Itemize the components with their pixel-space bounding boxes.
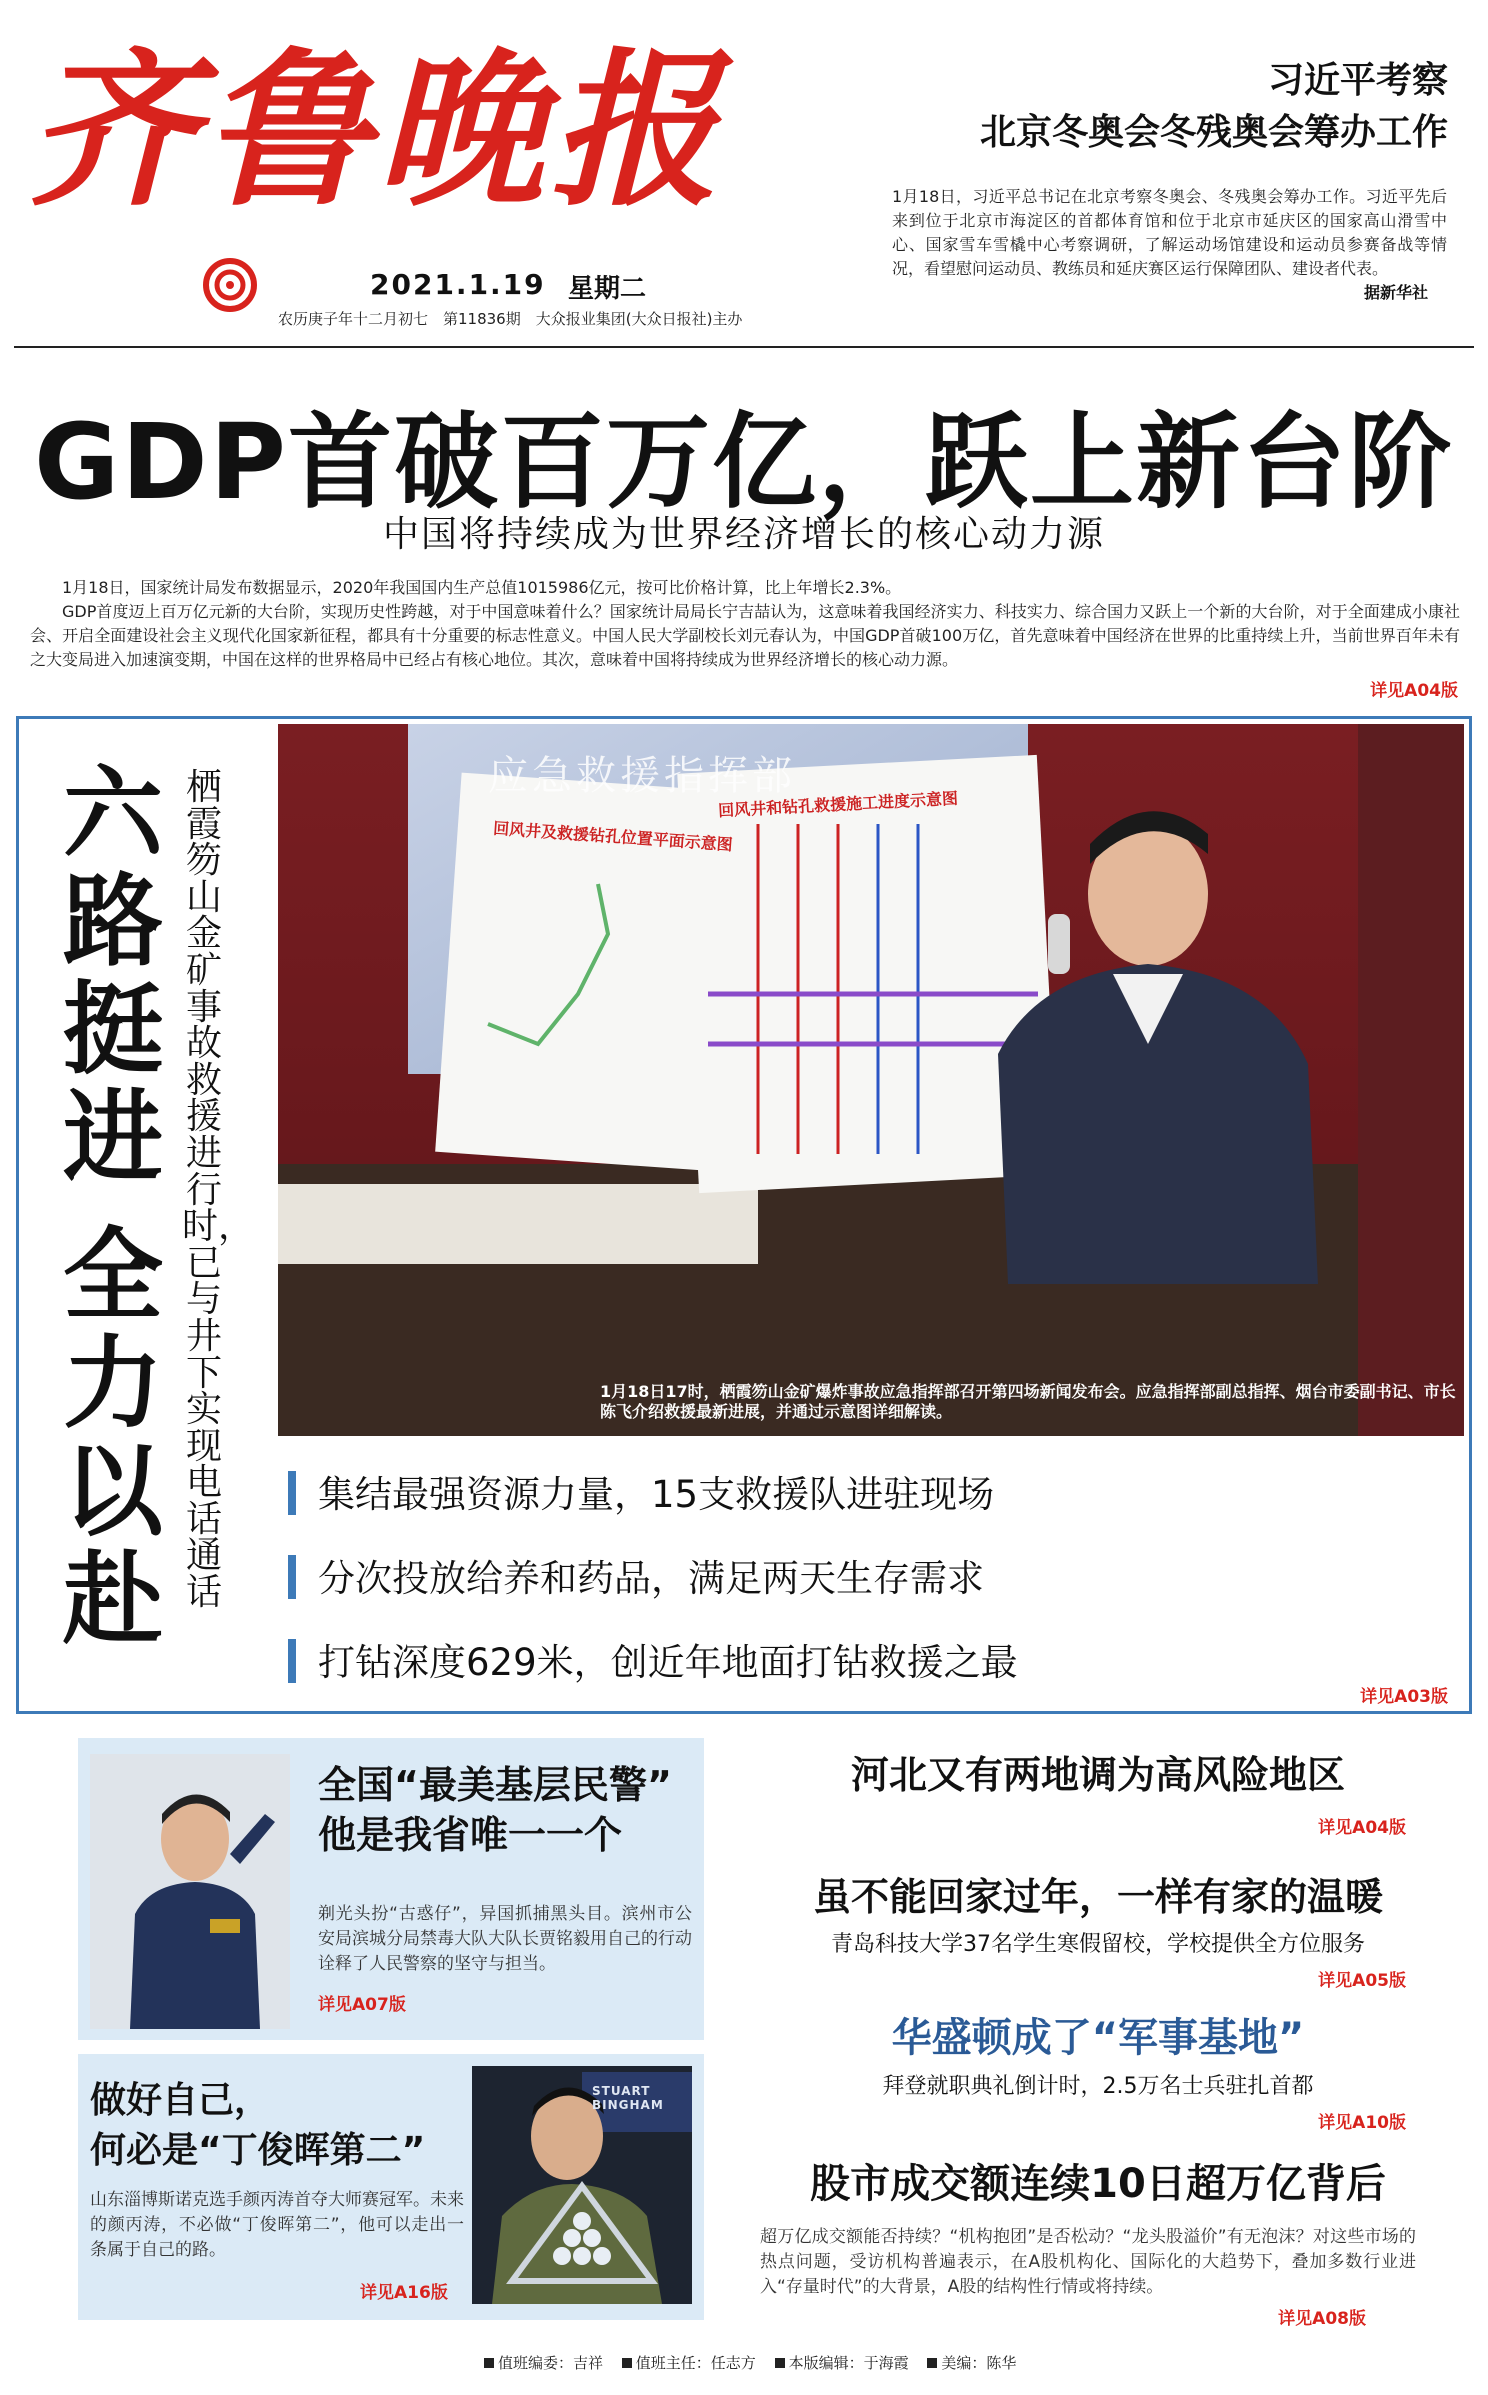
story-washington-title: 华盛顿成了“军事基地”	[891, 2015, 1305, 2061]
story-qingdao-title: 虽不能回家过年，一样有家的温暖	[812, 1875, 1383, 1919]
issue-weekday: 星期二	[568, 274, 647, 304]
photo-caption: 1月18日17时，栖霞笏山金矿爆炸事故应急指挥部召开第四场新闻发布会。应急指挥部副总指挥、烟台市委副书记、市长陈飞介绍救援最新进展，并通过示意图详细解读。	[600, 1382, 1456, 1421]
snooker-title-line-2: 何必是“丁俊晖第二”	[90, 2130, 426, 2171]
rescue-subheadline: 栖霞笏山金矿事故救援进行时，已与井下实现电话通话	[182, 767, 255, 1614]
rescue-page-ref[interactable]: 详见A03版	[1360, 1687, 1448, 1707]
logo-emblem-icon	[192, 255, 272, 315]
snooker-title-line-1: 做好自己，	[90, 2080, 271, 2121]
board-right-title: 回风井和钻孔救援施工进度示意图	[717, 788, 959, 821]
snooker-title	[90, 2076, 470, 2176]
rescue-bullet-text: 打钻深度629米，创近年地面打钻救援之最	[318, 1641, 1018, 1684]
snooker-body: 山东淄博斯诺克选手颜丙涛首夺大师赛冠军。未来的颜丙涛，不必做“丁俊晖第二”，他可以走出一条属于自己的路。	[90, 2190, 464, 2260]
top-story-source: 据新华社	[1363, 283, 1428, 302]
top-story-headline[interactable]	[888, 55, 1448, 159]
rescue-bullet	[288, 1634, 1448, 1692]
story-stock-title: 股市成交额连续10日超万亿背后	[810, 2161, 1386, 2207]
rescue-headline[interactable]	[58, 755, 168, 1658]
snooker-feature-card[interactable]	[78, 2054, 704, 2320]
lead-paragraph-2: GDP首度迈上百万亿元新的大台阶，实现历史性跨越，对于中国意味着什么？国家统计局局长宁吉喆认为，这意味着我国经济实力、科技实力、综合国力又跃上一个新的大台阶，对于全面建成小康社会、开启全面建设社会主义现代化国家新征程，都具有十分重要的标志性意义。中国人民大学副校长刘元春认为，中国GDP首破100万亿，首先意味着中国经济在世界的比重持续上升，当前世界百年未有之大变局进入加速演变期，中国在这样的世界格局中已经占有核心地位。其次，意味着中国将持续成为世界经济增长的核心动力源。	[30, 602, 1460, 669]
lead-paragraph-1: 1月18日，国家统计局发布数据显示，2020年我国国内生产总值1015986亿元，按可比价格计算，比上年增长2.3%。	[62, 578, 902, 597]
snooker-photo	[472, 2066, 692, 2304]
credit-item: 值班主任：任志方	[635, 2354, 756, 2372]
rescue-bullet-text: 集结最强资源力量，15支救援队进驻现场	[318, 1473, 995, 1516]
story-hebei-title: 河北又有两地调为高风险地区	[850, 1753, 1345, 1797]
rescue-bullet	[288, 1550, 1448, 1608]
police-page-ref[interactable]: 详见A07版	[318, 1995, 406, 2015]
lead-body	[30, 576, 1460, 672]
snooker-page-ref[interactable]: 详见A16版	[360, 2283, 448, 2303]
rescue-title-char: 六	[63, 755, 163, 872]
logo-text: 齐鲁晚报	[28, 31, 724, 229]
masthead-divider	[14, 346, 1474, 348]
story-qingdao[interactable]	[740, 1866, 1456, 1991]
police-title-line-2: 他是我省唯一一个	[318, 1813, 623, 1857]
snooker-photo-banner: STUART BINGHAM	[592, 2084, 664, 2112]
bullet-bar-icon	[288, 1639, 296, 1683]
rescue-title-char: 力	[63, 1325, 163, 1442]
editor-credits	[470, 2352, 1016, 2373]
lead-headline[interactable]: GDP首破百万亿，跃上新台阶	[34, 401, 1454, 523]
rescue-title-char: 挺	[63, 971, 163, 1088]
bullet-square-icon	[622, 2358, 632, 2368]
rescue-press-photo	[278, 724, 1464, 1436]
story-hebei[interactable]	[740, 1744, 1456, 1838]
top-story-headline-line-2: 北京冬奥会冬残奥会筹办工作	[979, 112, 1448, 153]
bullet-bar-icon	[288, 1555, 296, 1599]
rescue-title-char: 路	[63, 863, 163, 980]
board-left-title: 回风井及救援钻孔位置平面示意图	[492, 818, 734, 855]
police-title-line-1: 全国“最美基层民警”	[318, 1763, 672, 1807]
story-stock-ref[interactable]: 详见A08版	[1278, 2309, 1366, 2329]
story-stock-body: 超万亿成交额能否持续？“机构抱团”是否松动？“龙头股溢价”有无泡沫？对这些市场的热点问题，受访机构普遍表示，在A股机构化、国际化的大趋势下，叠加多数行业进入“存量时代”的大背景，A股的结构性行情或将持续。	[760, 2227, 1416, 2297]
rescue-title-char: 赴	[63, 1541, 163, 1658]
bullet-bar-icon	[288, 1471, 296, 1515]
issue-info: 农历庚子年十二月初七 第11836期 大众报业集团(大众日报社)主办	[278, 310, 743, 328]
newspaper-logo	[28, 20, 788, 270]
story-washington-ref[interactable]: 详见A10版	[1318, 2113, 1406, 2133]
police-photo	[90, 1754, 290, 2029]
police-feature-card[interactable]	[78, 1738, 704, 2040]
bullet-square-icon	[775, 2358, 785, 2368]
lead-subheadline: 中国将持续成为世界经济增长的核心动力源	[382, 514, 1105, 555]
bullet-square-icon	[927, 2358, 937, 2368]
rescue-title-char: 全	[63, 1217, 163, 1334]
police-title	[318, 1760, 698, 1860]
story-washington[interactable]	[740, 2006, 1456, 2133]
rescue-title-char: 进	[63, 1079, 163, 1196]
bullet-square-icon	[484, 2358, 494, 2368]
top-story-body: 1月18日，习近平总书记在北京考察冬奥会、冬残奥会筹办工作。习近平先后来到位于北京市海淀区的首都体育馆和位于北京市延庆区的国家高山滑雪中心、国家雪车雪橇中心考察调研，了解运动场馆建设和运动员参赛备战等情况，看望慰问运动员、教练员和延庆赛区运行保障团队、建设者代表。	[892, 187, 1447, 278]
lead-page-ref[interactable]: 详见A04版	[1370, 681, 1458, 701]
issue-date: 2021.1.19	[370, 268, 546, 301]
story-qingdao-ref[interactable]: 详见A05版	[1318, 1971, 1406, 1991]
photo-banner-text: 应急救援指挥部	[488, 753, 796, 799]
story-stock[interactable]	[740, 2152, 1456, 2329]
police-body: 剃光头扮“古惑仔”，异国抓捕黑头目。滨州市公安局滨城分局禁毒大队大队长贾铭毅用自己的行动诠释了人民警察的坚守与担当。	[318, 1904, 692, 1974]
story-washington-subtitle: 拜登就职典礼倒计时，2.5万名士兵驻扎首都	[882, 2074, 1314, 2099]
credit-item: 本版编辑：于海霞	[788, 2354, 909, 2372]
rescue-title-char: 以	[63, 1433, 163, 1550]
credit-item: 值班编委：吉祥	[498, 2354, 604, 2372]
top-story-headline-line-1: 习近平考察	[1267, 60, 1448, 101]
rescue-bullet	[288, 1466, 1448, 1524]
rescue-bullet-text: 分次投放给养和药品，满足两天生存需求	[318, 1557, 984, 1600]
story-hebei-ref[interactable]: 详见A04版	[1318, 1818, 1406, 1838]
story-qingdao-subtitle: 青岛科技大学37名学生寒假留校，学校提供全方位服务	[831, 1932, 1365, 1957]
credit-item: 美编：陈华	[941, 2354, 1017, 2372]
